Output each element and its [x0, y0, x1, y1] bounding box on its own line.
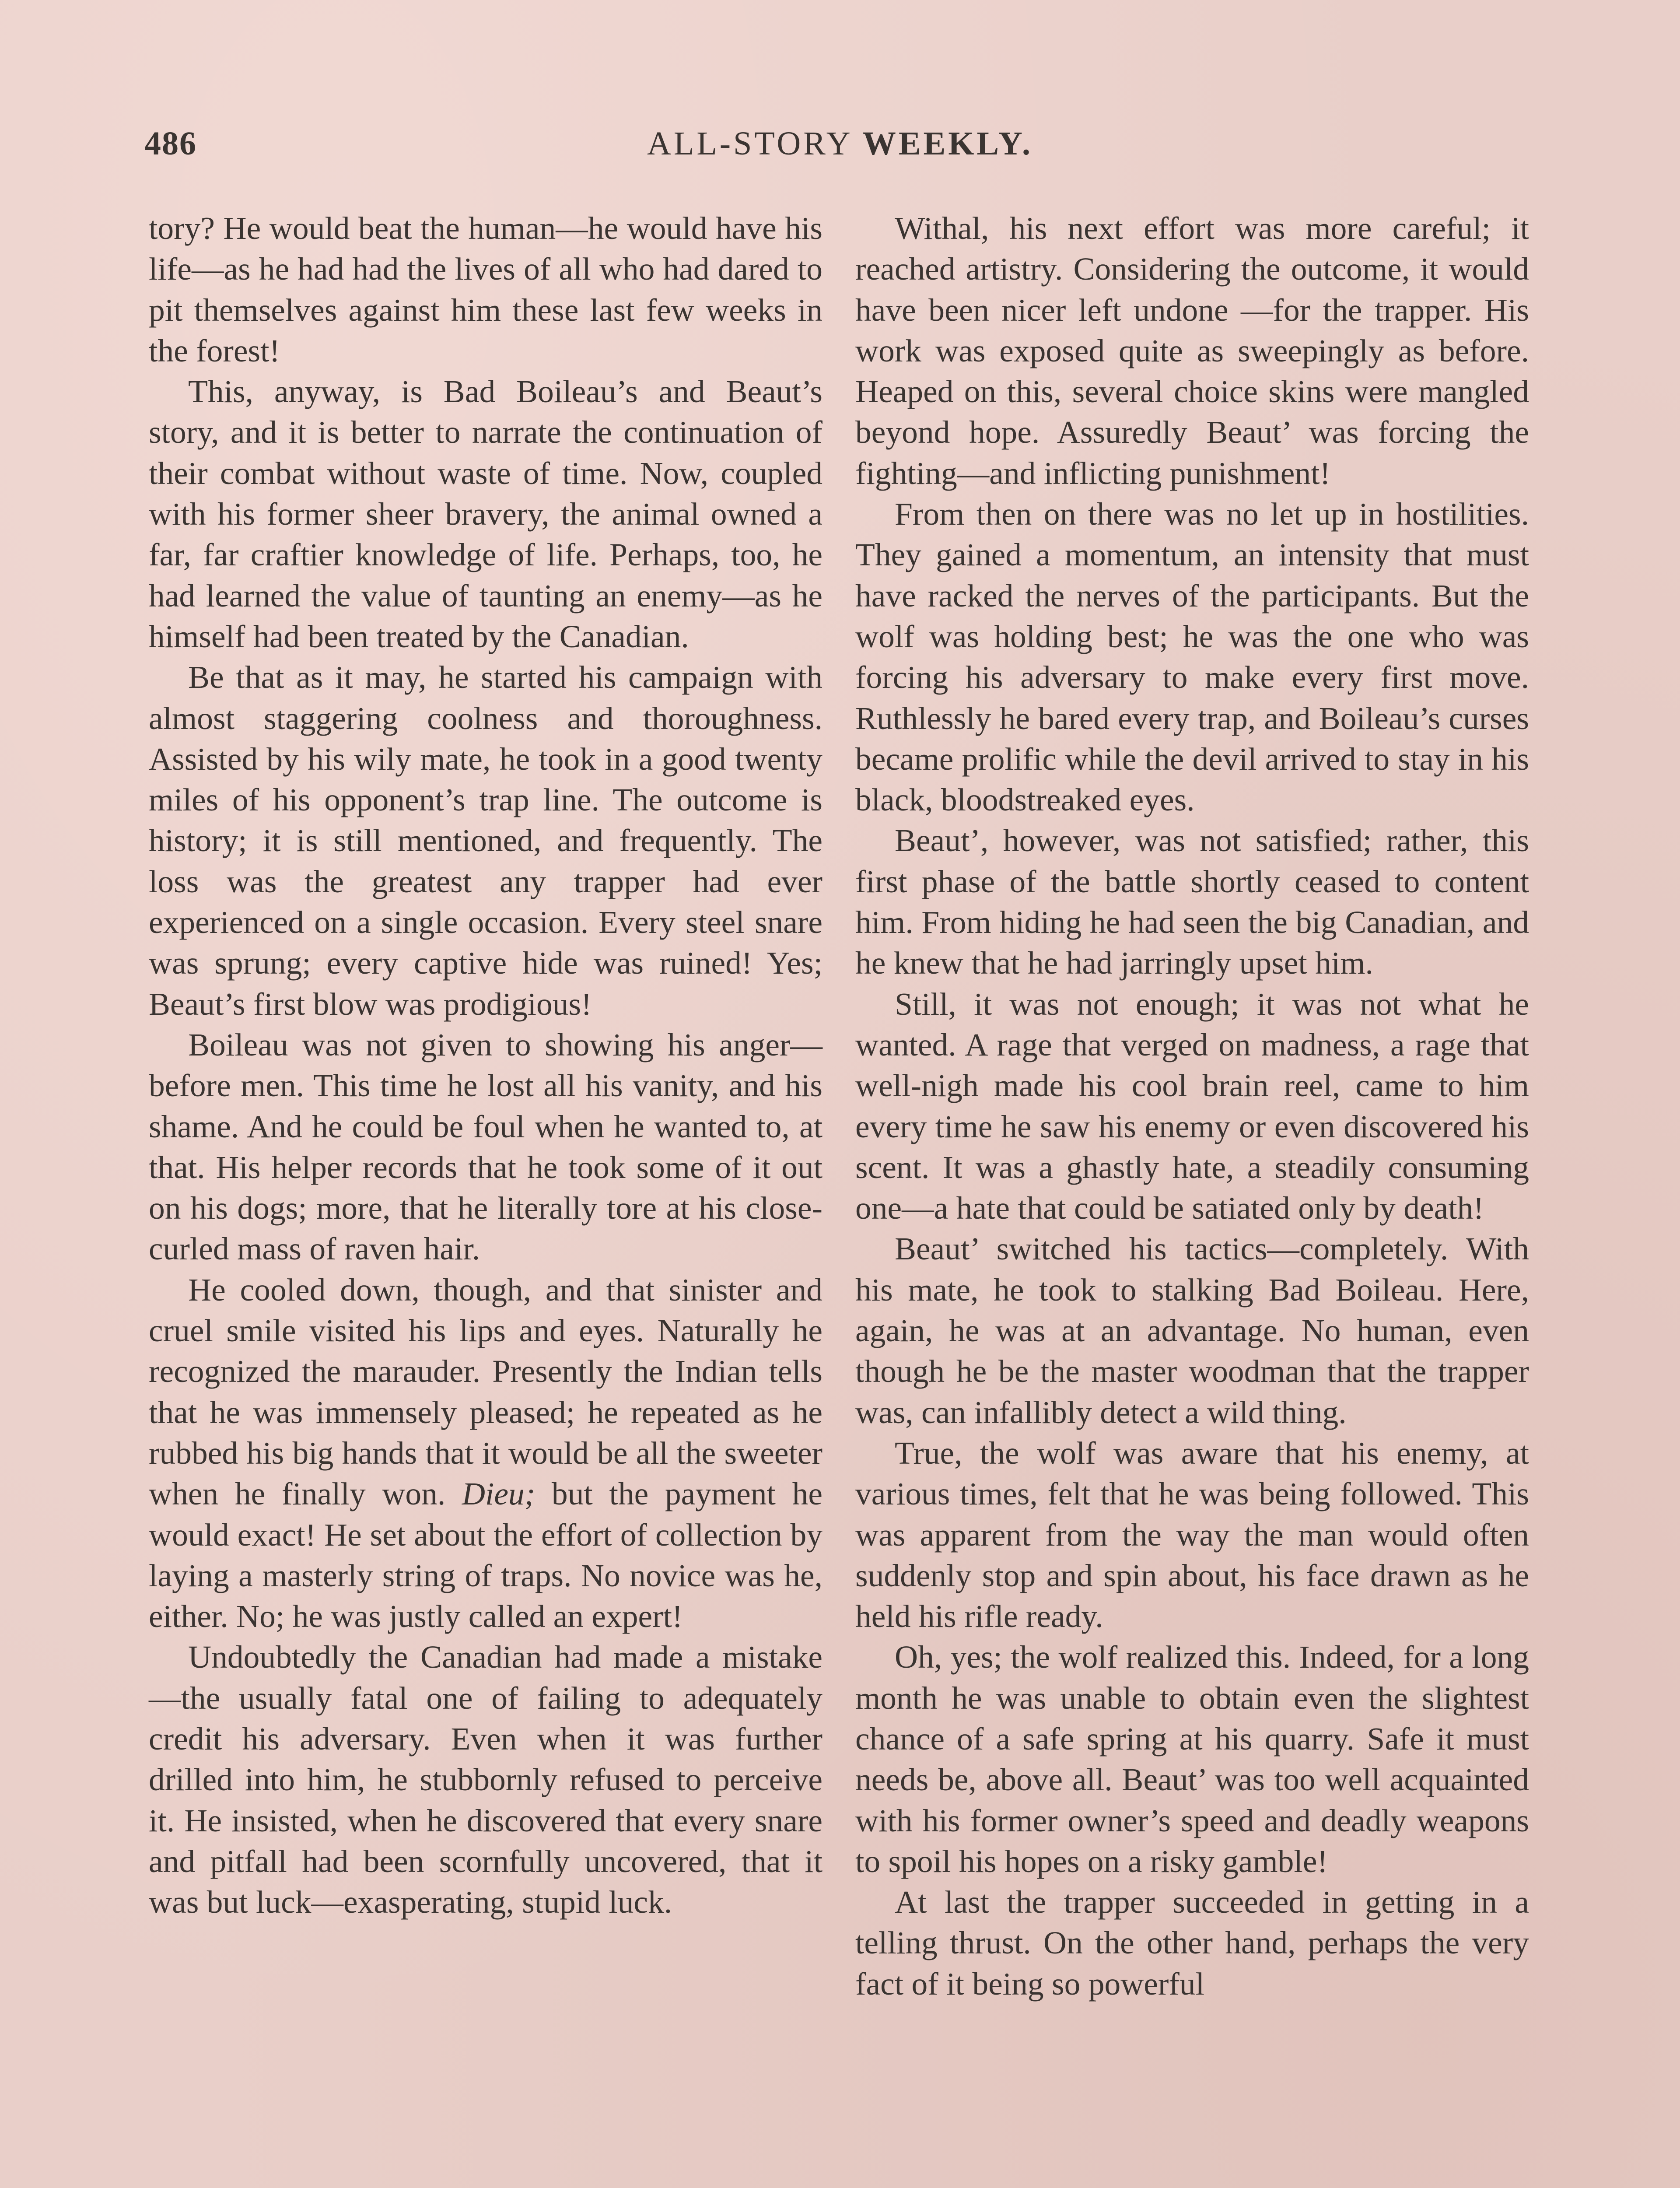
paragraph: Oh, yes; the wolf realized this. Indeed, for a long month he was unable to obtain even the slightest chance of a safe spring at his quarry. Safe it must needs be, above all. Beaut’ was too well acquainted with his former owner’s speed and deadly weapons to spoil his hopes on a risky gamble! [855, 1639, 1529, 1879]
right-column [855, 208, 1529, 2004]
paragraph: Withal, his next effort was more careful; it reached artistry. Considering the outcome, it would have been nicer left undone —for the trapper. His work was exposed quite as sweepingly as before. Heaped on this, several choice skins were mangled beyond hope. Assuredly Beaut’ was forcing the fighting—and inflicting punishment! [855, 210, 1529, 491]
paragraph: tory? He would beat the human—he would have his life—as he had had the lives of all who had dared to pit themselves against him these last few weeks in the forest! [149, 210, 822, 368]
paragraph: He cooled down, though, and that sinister and cruel smile visited his lips and eyes. Naturally he recognized the marauder. Presently the Indian tells that he was immensely pleased; he repeated as he rubbed his big hands that it would be all the sweeter when he finally won. Dieu; but the payment he would exact! He set about the effort of collection by laying a masterly string of traps. No novice was he, either. No; he was justly called an expert! [149, 1272, 822, 1634]
paragraph: True, the wolf was aware that his enemy, at various times, felt that he was being followed. This was apparent from the way the man would often suddenly stop and spin about, his face drawn as he held his rifle ready. [855, 1435, 1529, 1634]
page-number: 486 [144, 125, 197, 162]
left-column [149, 208, 822, 1922]
paragraph: This, anyway, is Bad Boileau’s and Beaut’s story, and it is better to narrate the continuation of their combat without waste of time. Now, coupled with his former sheer bravery, the animal owned a far, far craftier knowledge of life. Perhaps, too, he had learned the value of taunting an enemy—as he himself had been treated by the Canadian. [149, 374, 822, 654]
running-head: ALL-STORY WEEKLY. [647, 125, 1033, 162]
paragraph: From then on there was no let up in hostilities. They gained a momentum, an intensity that must have racked the nerves of the participants. But the wolf was holding best; he was the one who was forcing his adversary to make every first move. Ruthlessly he bared every trap, and Boileau’s curses became prolific while the devil arrived to stay in his black, bloodstreaked eyes. [855, 496, 1529, 818]
paragraph: Be that as it may, he started his campaign with almost staggering coolness and thoroughness. Assisted by his wily mate, he took in a good twenty miles of his opponent’s trap line. The outcome is history; it is still mentioned, and frequently. The loss was the greatest any trapper had ever experienced on a single occasion. Every steel snare was sprung; every captive hide was ruined! Yes; Beaut’s first blow was prodigious! [149, 659, 822, 1022]
paragraph: At last the trapper succeeded in getting in a telling thrust. On the other hand, perhaps the very fact of it being so powerful [855, 1884, 1529, 2002]
paragraph: Beaut’, however, was not satisfied; rather, this first phase of the battle shortly ceased to content him. From hiding he had seen the big Canadian, and he knew that he had jarringly upset him. [855, 823, 1529, 981]
paragraph: Still, it was not enough; it was not what he wanted. A rage that verged on madness, a rage that well-nigh made his cool brain reel, came to him every time he saw his enemy or even discovered his scent. It was a ghastly hate, a steadily consuming one—a hate that could be satiated only by death! [855, 986, 1529, 1226]
paragraph: Beaut’ switched his tactics—completely. With his mate, he took to stalking Bad Boileau. Here, again, he was at an advantage. No human, even though he be the master woodman that the trapper was, can infallibly detect a wild thing. [855, 1231, 1529, 1430]
page-header [144, 125, 1536, 173]
paragraph: Undoubtedly the Canadian had made a mistake—the usually fatal one of failing to adequately credit his adversary. Even when it was further drilled into him, he stubbornly refused to perceive it. He insisted, when he discovered that every snare and pitfall had been scornfully uncovered, that it was but luck—exasperating, stupid luck. [149, 1639, 822, 1920]
paragraph: Boileau was not given to showing his anger—before men. This time he lost all his vanity, and his shame. And he could be foul when he wanted to, at that. His helper records that he took some of it out on his dogs; more, that he literally tore at his close-curled mass of raven hair. [149, 1027, 822, 1267]
